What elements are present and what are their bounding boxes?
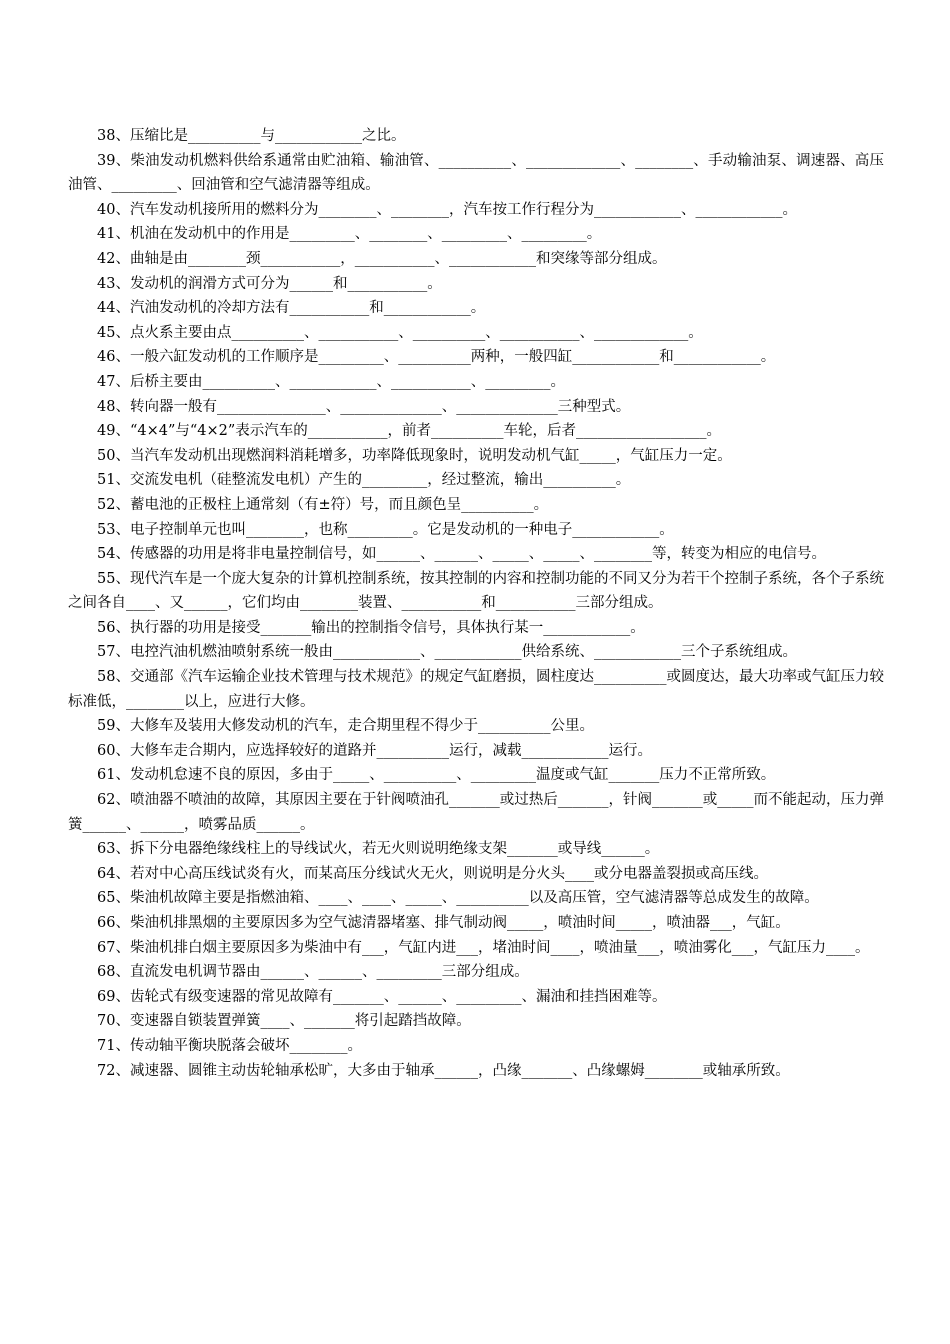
question-q59: 59、大修车及装用大修发动机的汽车，走合期里程不得少于__________公里。 bbox=[97, 718, 594, 735]
question-q42: 42、曲轴是由________颈___________，___________、____________和突缘等部分组成。 bbox=[97, 250, 667, 267]
question-q41: 41、机油在发动机中的作用是_________、________、_________、_________。 bbox=[97, 226, 602, 243]
question-list bbox=[68, 124, 884, 1083]
question-q53: 53、电子控制单元也叫________，也称_________。它是发动机的一种电子____________。 bbox=[97, 521, 674, 538]
question-q71: 71、传动轴平衡块脱落会破坏________。 bbox=[97, 1037, 362, 1054]
question-q60: 60、大修车走合期内，应选择较好的道路并__________运行，减载____________运行。 bbox=[97, 742, 652, 759]
question-q48: 48、转向器一般有_______________、______________、______________三种型式。 bbox=[97, 398, 631, 415]
question-q58: 58、交通部《汽车运输企业技术管理与技术规范》的规定气缸磨损，圆柱度达__________或圆度达，最大功率或气缸压力较标准低，________以上，应进行大修。 bbox=[68, 669, 884, 710]
question-q45: 45、点火系主要由点__________、___________、__________、___________、_____________。 bbox=[97, 324, 703, 341]
question-q68: 68、直流发电机调节器由______、______、_________三部分组成。 bbox=[97, 964, 529, 981]
question-q61: 61、发动机怠速不良的原因，多由于_____、__________、_________温度或气缸_______压力不正常所致。 bbox=[97, 767, 776, 784]
question-q55: 55、现代汽车是一个庞大复杂的计算机控制系统，按其控制的内容和控制功能的不同又分为若干个控制子系统，各个子系统之间各自____、又______，它们均由________装置、___________和___________三部分组成。 bbox=[68, 570, 884, 612]
question-q66: 66、柴油机排黑烟的主要原因多为空气滤清器堵塞、排气制动阀_____，喷油时间_____，喷油器___，气缸。 bbox=[97, 915, 790, 931]
question-q69: 69、齿轮式有级变速器的常见故障有_______、______、_________、漏油和挂挡困难等。 bbox=[97, 988, 667, 1005]
question-q67: 67、柴油机排白烟主要原因多为柴油中有___，气缸内进___，堵油时间____，喷油量___，喷油雾化___，气缸压力____。 bbox=[97, 939, 870, 956]
question-q72: 72、减速器、圆锥主动齿轮轴承松旷，大多由于轴承______，凸缘_______、凸缘螺姆________或轴承所致。 bbox=[97, 1062, 790, 1079]
question-q51: 51、交流发电机（硅整流发电机）产生的_________，经过整流，输出__________。 bbox=[97, 472, 631, 489]
question-q38: 38、压缩比是__________与____________之比。 bbox=[97, 128, 406, 144]
question-q39: 39、柴油发动机燃料供给系通常由贮油箱、输油管、__________、_____________、________、手动输油泵、调速器、高压油管、_________、回油管和空气滤清器等组成。 bbox=[68, 152, 884, 194]
question-q44: 44、汽油发动机的冷却方法有___________和____________。 bbox=[97, 300, 486, 317]
question-q49: 49、“4×4”与“4×2”表示汽车的___________，前者__________车轮，后者__________________。 bbox=[97, 423, 722, 440]
question-q50: 50、当汽车发动机出现燃润料消耗增多，功率降低现象时，说明发动机气缸_____，气缸压力一定。 bbox=[97, 447, 732, 464]
question-q47: 47、后桥主要由__________、____________、___________、_________。 bbox=[97, 373, 565, 390]
question-q64: 64、若对中心高压线试炎有火，而某高压分线试火无火，则说明是分火头____或分电器盖裂损或高压线。 bbox=[97, 865, 768, 882]
question-q56: 56、执行器的功用是接受_______输出的控制指令信号，具体执行某一____________。 bbox=[97, 619, 645, 636]
question-q63: 63、拆下分电器绝缘线柱上的导线试火，若无火则说明绝缘支架_______或导线______。 bbox=[97, 841, 660, 858]
question-q43: 43、发动机的润滑方式可分为______和___________。 bbox=[97, 275, 442, 292]
question-q46: 46、一般六缸发动机的工作顺序是_________、__________两种，一般四缸____________和____________。 bbox=[97, 349, 776, 366]
question-q65: 65、柴油机故障主要是指燃油箱、____、____、_____、__________以及高压管，空气滤清器等总成发生的故障。 bbox=[97, 890, 819, 907]
question-q54: 54、传感器的功用是将非电量控制信号，如______、______、_____、_____、________等，转变为相应的电信号。 bbox=[97, 546, 826, 563]
question-q57: 57、电控汽油机燃油喷射系统一般由____________、____________供给系统、____________三个子系统组成。 bbox=[97, 644, 797, 661]
question-q52: 52、蓄电池的正极柱上通常刻（有±符）号，而且颜色呈__________。 bbox=[97, 496, 549, 513]
question-q62: 62、喷油器不喷油的故障，其原因主要在于针阀喷油孔_______或过热后_______，针阀_______或_____而不能起动，压力弹簧______、______，喷雾品质______。 bbox=[68, 792, 884, 833]
question-q70: 70、变速器自锁装置弹簧____、_______将引起踏挡故障。 bbox=[97, 1013, 471, 1030]
question-q40: 40、汽车发动机接所用的燃料分为________、________，汽车按工作行程分为____________、____________。 bbox=[97, 201, 797, 218]
